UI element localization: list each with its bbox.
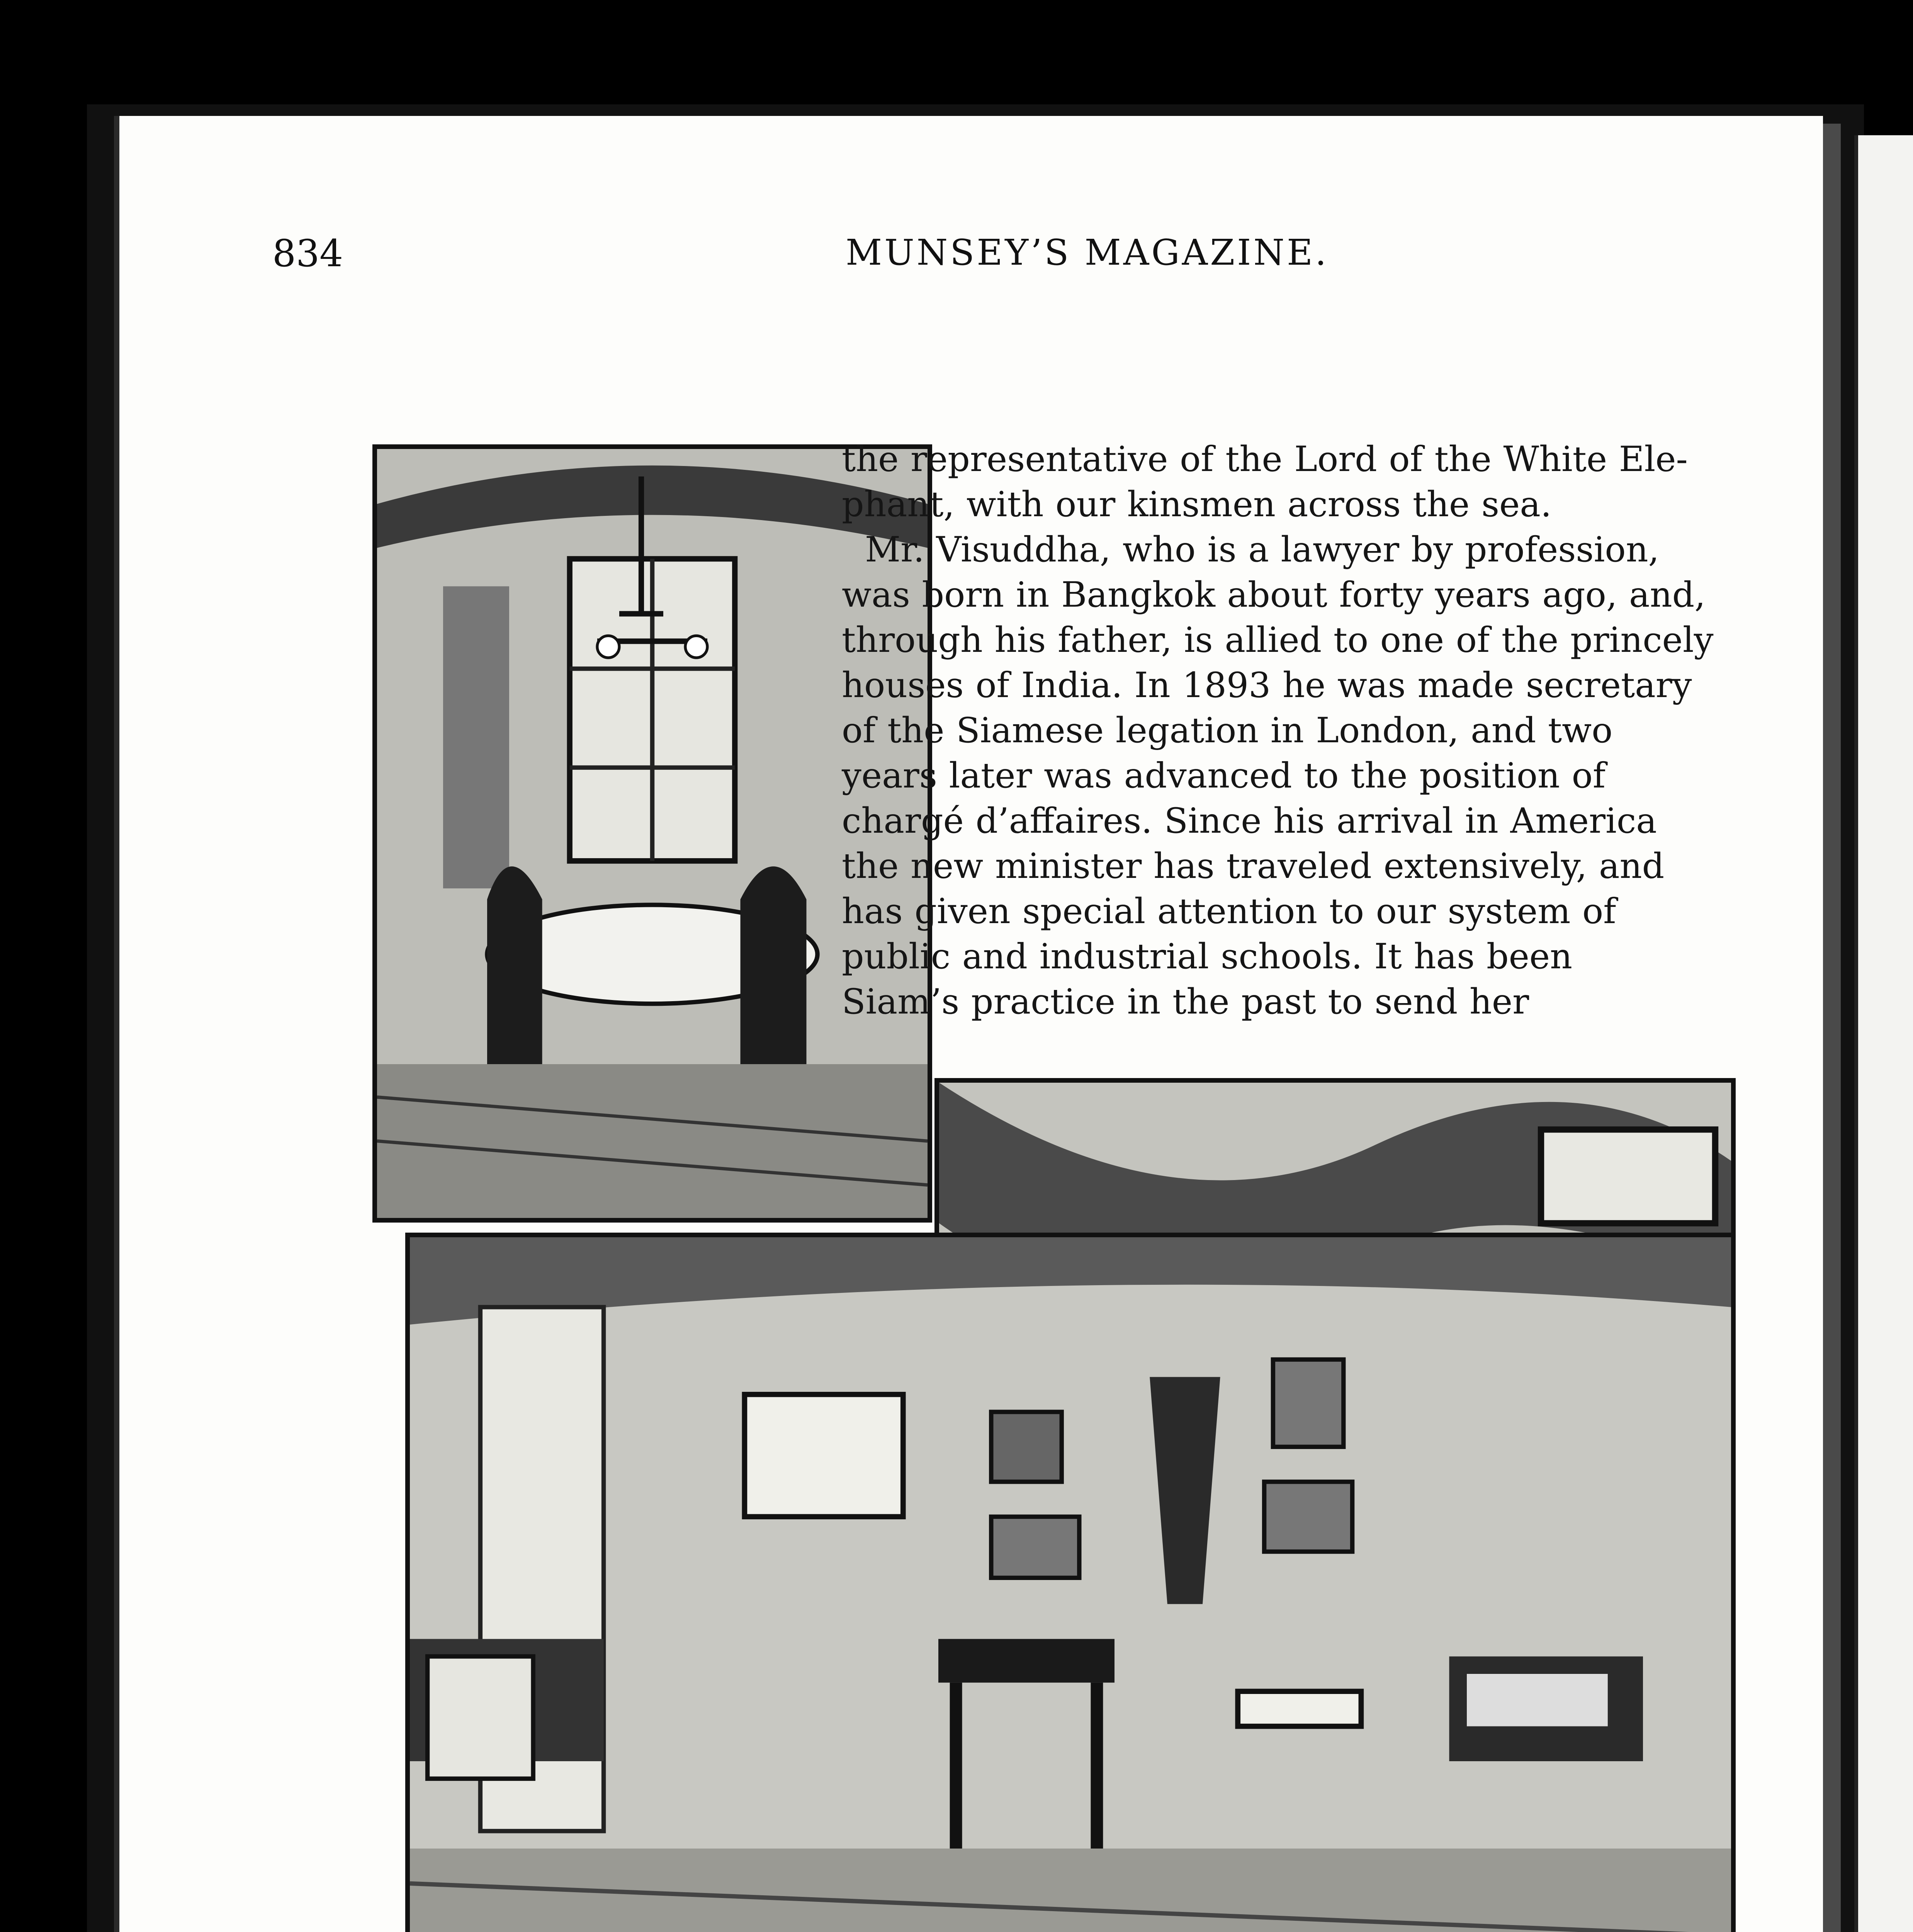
- text-line: the representative of the Lord of the White Ele-: [842, 439, 1688, 480]
- magazine-page: [114, 116, 1823, 1932]
- text-line: Mr. Visuddha, who is a lawyer by profession,: [865, 529, 1660, 570]
- text-line: the new minister has traveled extensively, and: [842, 846, 1665, 886]
- text-line: has given special attention to our system of: [842, 891, 1616, 932]
- article-text-top: [842, 437, 1784, 1024]
- running-head: MUNSEY’S MAGAZINE.: [846, 232, 1329, 273]
- text-line: phant, with our kinsmen across the sea.: [842, 484, 1552, 525]
- text-line: years later was advanced to the position of: [842, 755, 1606, 796]
- text-line: Siam’s practice in the past to send her: [842, 981, 1529, 1022]
- text-line: through his father, is allied to one of the princely: [842, 620, 1714, 660]
- drawingroom-illustration: [405, 1233, 1736, 1932]
- text-line: of the Siamese legation in London, and two: [842, 710, 1613, 751]
- text-line: was born in Bangkok about forty years ago, and,: [842, 575, 1706, 615]
- text-line: public and industrial schools. It has been: [842, 936, 1573, 977]
- page-number: 834: [272, 232, 343, 275]
- text-line: houses of India. In 1893 he was made secretary: [842, 665, 1692, 706]
- text-line: chargé d’affaires. Since his arrival in America: [842, 801, 1657, 841]
- adjacent-page-edge: [1854, 135, 1913, 1932]
